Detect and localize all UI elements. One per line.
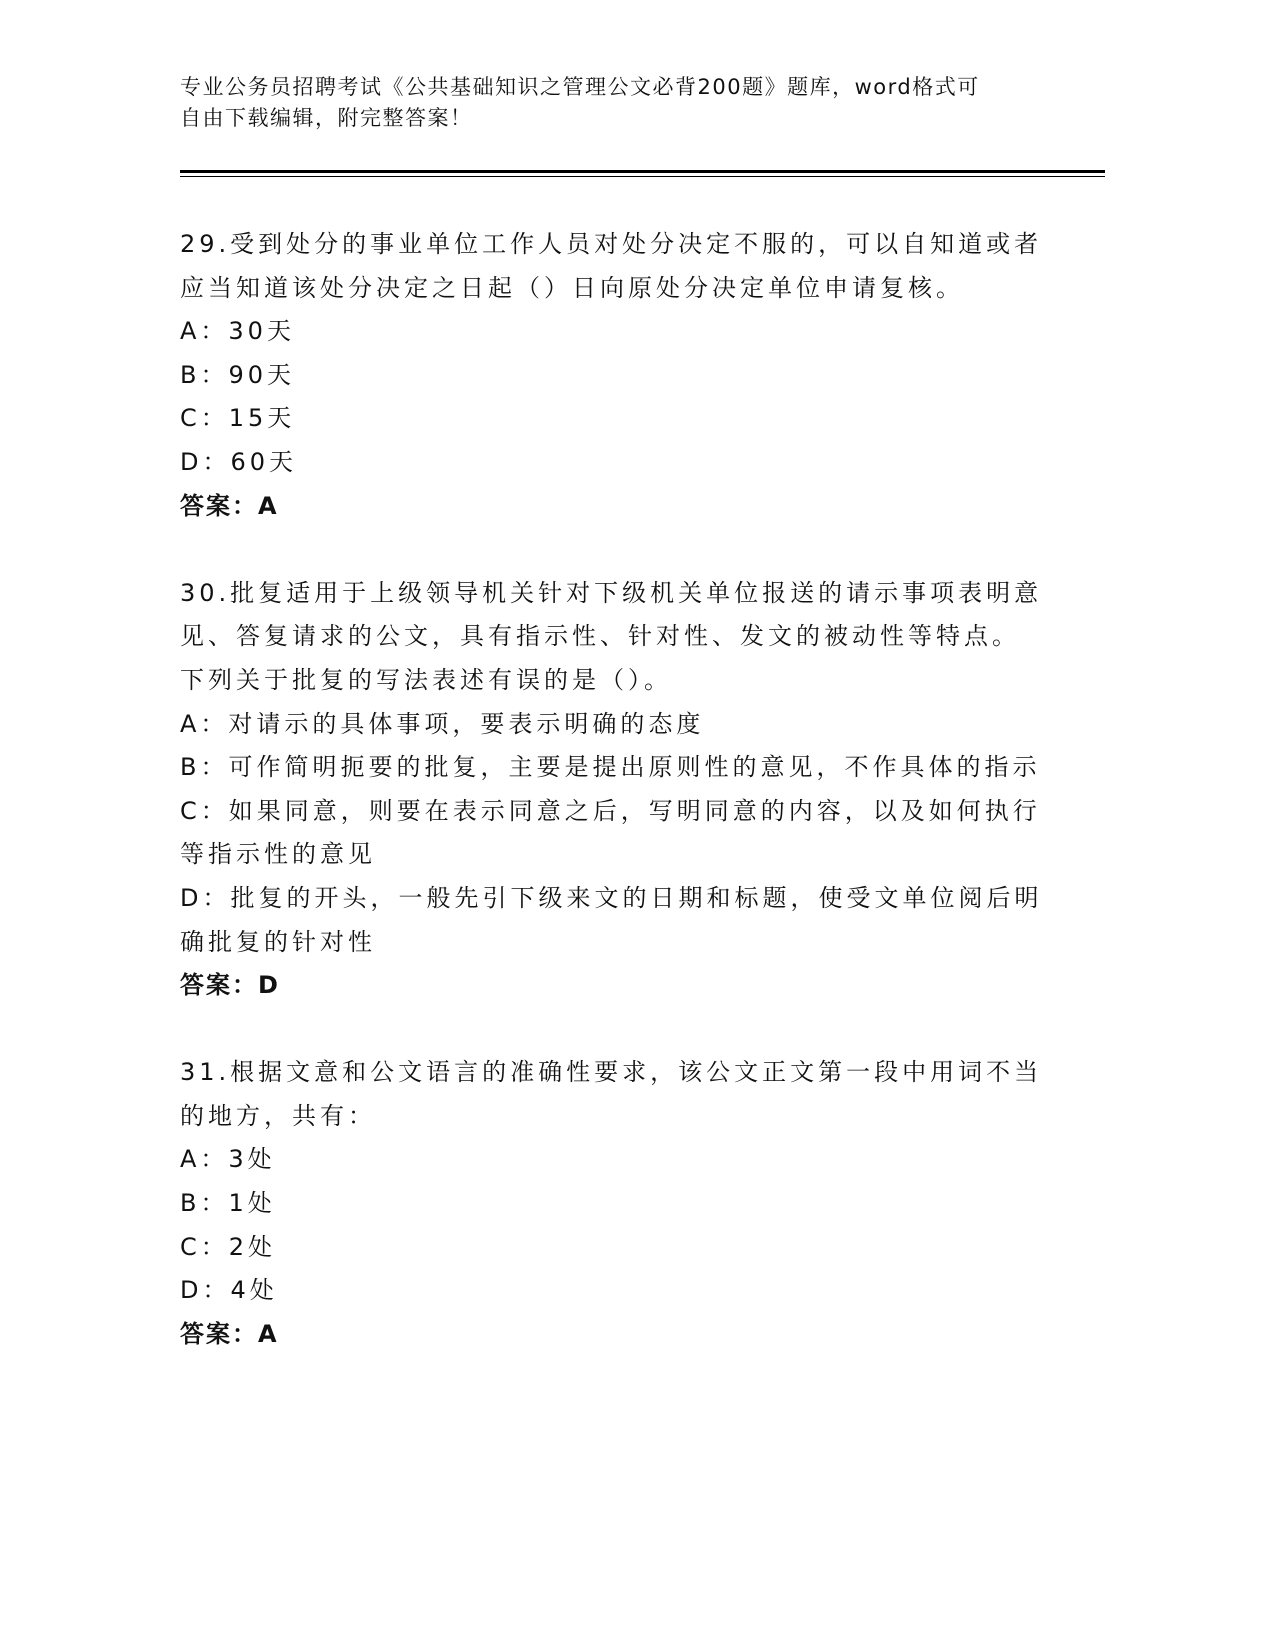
answer: 答案：A	[180, 1319, 279, 1348]
question-text: 见、答复请求的公文，具有指示性、针对性、发文的被动性等特点。	[180, 622, 1020, 651]
question-30	[180, 572, 1042, 1008]
document-header	[180, 72, 980, 134]
option-d: D：60天	[180, 447, 298, 476]
option-c-continued: 等指示性的意见	[180, 840, 376, 869]
option-a: A：3处	[180, 1145, 276, 1174]
question-list	[180, 223, 1042, 1356]
option-c: C：如果同意，则要在表示同意之后，写明同意的内容，以及如何执行	[180, 796, 1041, 825]
option-d: D：4处	[180, 1276, 278, 1305]
option-b: B：90天	[180, 360, 296, 389]
question-text: 30.批复适用于上级领导机关针对下级机关单位报送的请示事项表明意	[180, 578, 1043, 607]
question-text: 31.根据文意和公文语言的准确性要求，该公文正文第一段中用词不当	[180, 1058, 1043, 1087]
question-text: 的地方，共有：	[180, 1101, 376, 1130]
question-29	[180, 223, 1042, 528]
option-d-continued: 确批复的针对性	[180, 927, 376, 956]
option-b: B：1处	[180, 1189, 276, 1218]
option-a: A：30天	[180, 317, 295, 346]
option-b: B：可作简明扼要的批复，主要是提出原则性的意见，不作具体的指示	[180, 753, 1041, 782]
header-line: 专业公务员招聘考试《公共基础知识之管理公文必背200题》题库，word格式可	[180, 75, 980, 99]
answer: 答案：D	[180, 971, 280, 1000]
option-d: D：批复的开头，一般先引下级来文的日期和标题，使受文单位阅后明	[180, 883, 1043, 912]
option-a: A：对请示的具体事项，要表示明确的态度	[180, 709, 705, 738]
answer: 答案：A	[180, 491, 279, 520]
option-c: C：15天	[180, 404, 296, 433]
question-text: 29.受到处分的事业单位工作人员对处分决定不服的，可以自知道或者	[180, 230, 1043, 258]
question-text: 应当知道该处分决定之日起（）日向原处分决定单位申请复核。	[180, 273, 964, 302]
question-text: 下列关于批复的写法表述有误的是（）。	[180, 665, 672, 694]
header-divider-thin	[180, 176, 1105, 177]
question-31	[180, 1051, 1042, 1356]
header-divider-thick	[180, 170, 1105, 173]
option-c: C：2处	[180, 1232, 277, 1261]
header-line: 自由下载编辑，附完整答案！	[180, 106, 473, 130]
